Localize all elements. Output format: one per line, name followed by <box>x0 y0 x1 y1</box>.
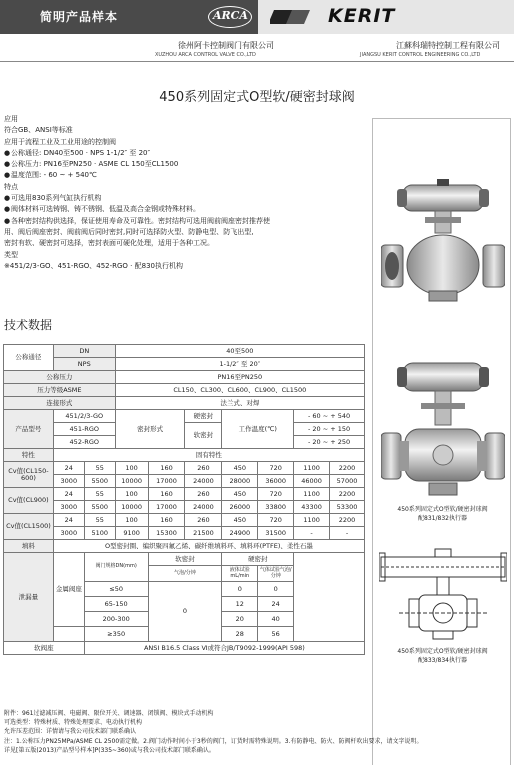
cv-cell: 720 <box>258 462 294 475</box>
footer-note-line: 允许压差范围：详情请与我公司技术部门联系确认 <box>4 728 137 736</box>
catalog-title: 简明产品样本 <box>40 10 119 24</box>
cv-cell: 28000 <box>222 475 258 488</box>
cv-cell: 53300 <box>330 501 365 514</box>
temp-value: - 60 ~ + 540 <box>294 410 365 423</box>
temp-label: 工作温度(℃) <box>222 410 294 449</box>
cv-cell: 24000 <box>185 475 222 488</box>
cv-cell: 1100 <box>294 514 330 527</box>
cv-cell: 450 <box>222 514 258 527</box>
arca-logo <box>207 5 253 29</box>
model-label: 产品型号 <box>4 410 54 449</box>
cv-cell: 450 <box>222 488 258 501</box>
cv-cell: 160 <box>148 488 185 501</box>
model-cell: 451/2/3-GO <box>53 410 115 423</box>
soft-seal-header: 软密封 <box>148 553 222 566</box>
connection-label: 连接形式 <box>4 397 116 410</box>
cv-cell: 15300 <box>148 527 185 540</box>
spec-table <box>3 344 365 655</box>
cv-cell: 5500 <box>84 475 115 488</box>
soft-seat-value: ANSI B16.5 Class Ⅵ或符合JB/T9092-1999(API 598) <box>84 642 364 655</box>
gas-header: 气体试验气泡/分钟 <box>258 566 294 582</box>
cv-cell: 1100 <box>294 488 330 501</box>
cv-cell: 10000 <box>115 475 148 488</box>
hard-seal-header: 硬密封 <box>222 553 294 566</box>
ball-valve-actuator-image-2 <box>381 359 505 499</box>
seal-type-cell: 硬密封 <box>185 410 222 423</box>
cv-cell: 100 <box>115 462 148 475</box>
leak-gas-cell: 56 <box>258 627 294 642</box>
bullet-icon: ● <box>4 171 11 180</box>
cv-cell: 260 <box>185 462 222 475</box>
bullet-icon: ● <box>4 205 11 214</box>
nps-value: 1-1/2″ 至 20″ <box>115 358 364 371</box>
cv-cell: 36000 <box>258 475 294 488</box>
cv-cell: 2200 <box>330 462 365 475</box>
feature-line: ※451/2/3-GO、451-RGO、452-RGO · 配830执行机构 <box>4 261 183 270</box>
cv-label: Cv值(CL1500) <box>4 514 54 540</box>
cv-cell: 160 <box>148 514 185 527</box>
cv-cell: 5100 <box>84 527 115 540</box>
feature-line: ●可选用830系列气缸执行机构 <box>4 193 366 204</box>
cv-cell: 3000 <box>53 501 84 514</box>
leak-liquid-cell: 28 <box>222 627 258 642</box>
leak-gas-cell: 40 <box>258 612 294 627</box>
feature-line: 特点 <box>4 182 18 191</box>
leak-liquid-cell: 12 <box>222 597 258 612</box>
model-cell: 451-RGO <box>53 423 115 436</box>
cv-cell: 5500 <box>84 501 115 514</box>
leak-dn-cell: 65-150 <box>84 597 148 612</box>
nps-label: NPS <box>53 358 115 371</box>
asme-value: CL150、CL300、CL600、CL900、CL1500 <box>115 384 364 397</box>
cv-label: Cv值(CL150-600) <box>4 462 54 488</box>
cv-cell: 100 <box>115 514 148 527</box>
cv-cell: 2200 <box>330 488 365 501</box>
feature-line: 密封有软、硬密封可选择，密封表面可硬化处理，适用于各种工况。 <box>4 239 214 248</box>
kerit-logo: KERIT <box>328 5 396 27</box>
cv-cell: 55 <box>84 462 115 475</box>
cv-cell: 260 <box>185 488 222 501</box>
cv-cell: 260 <box>185 514 222 527</box>
cv-label: Cv值(CL900) <box>4 488 54 514</box>
pn-value: PN16至PN250 <box>115 371 364 384</box>
cv-cell: 55 <box>84 488 115 501</box>
cv-cell: - <box>330 527 365 540</box>
feature-line: 应用 <box>4 115 18 123</box>
cv-cell: 17000 <box>148 475 185 488</box>
temp-value: - 20 ~ + 150 <box>294 423 365 436</box>
cv-cell: 720 <box>258 488 294 501</box>
company-right-cn: 江蘇科瑞特控制工程有限公司 <box>396 41 500 50</box>
leak-dn-cell: 200-300 <box>84 612 148 627</box>
arca-logo-text: ARCA <box>213 9 248 22</box>
cv-cell: 21500 <box>185 527 222 540</box>
cv-cell: 46000 <box>294 475 330 488</box>
cv-cell: 10000 <box>115 501 148 514</box>
cv-cell: - <box>294 527 330 540</box>
liquid-header: 液体试验mL/min <box>222 566 258 582</box>
leakage-label: 泄漏量 <box>4 553 54 642</box>
cv-cell: 450 <box>222 462 258 475</box>
header-left-band <box>0 0 258 34</box>
seal-type-cell: 软密封 <box>185 423 222 449</box>
footer-notes <box>4 709 509 755</box>
bullet-icon: ● <box>4 194 11 203</box>
cv-cell: 57000 <box>330 475 365 488</box>
cv-cell: 43300 <box>294 501 330 514</box>
company-left-en: XUZHOU ARCA CONTROL VALVE CO.,LTD <box>155 52 256 58</box>
feature-line: 类型 <box>4 250 18 259</box>
feature-line: ●公称压力: PN16至PN250 · ASME CL 150至CL1500 <box>4 159 366 170</box>
image-caption-1: 450系列固定式O型软/硬密封球阀 配831/832执行器 <box>397 506 488 522</box>
cv-cell: 3000 <box>53 527 84 540</box>
footer-note-line: 附件：961过滤减压阀、电磁阀、限位开关、调速器、闭锁阀、模块式手动机构 <box>4 710 214 717</box>
company-right-en: JIANGSU KERIT CONTROL ENGINEERING CO.,LTD <box>360 52 481 58</box>
asme-label: 压力等级ASME <box>4 384 116 397</box>
leak-liquid-cell: 20 <box>222 612 258 627</box>
feature-line: ●阀体材料可选铸钢、铸不锈钢、低温及高合金钢或特殊材料。 <box>4 204 366 215</box>
feature-line: 用、阀后阀座密封、阀前阀后同时密封,同时可选择防火型、防静电型、防飞出型, <box>4 227 254 236</box>
pn-label: 公称压力 <box>4 371 116 384</box>
feature-line: ●各种密封结构供选择，保证使用寿命及可靠性。密封结构可选用阀前阀座密封推荐使 <box>4 216 366 227</box>
header-divider <box>0 61 514 62</box>
valve-line-drawing-image <box>379 547 507 641</box>
header-right-band <box>258 0 514 34</box>
packing-value: O型密封圈、编织聚四氟乙烯、碳纤维填料环、填料环(PTFE)、柔性石墨 <box>53 540 364 553</box>
dn-mm-header: 阀门规格DN(mm) <box>84 553 148 582</box>
cv-cell: 24 <box>53 488 84 501</box>
cv-cell: 1100 <box>294 462 330 475</box>
soft-seat-label: 软阀座 <box>4 642 85 655</box>
feature-line: ●公称通径: DN40至500 · NPS 1-1/2″ 至 20″ <box>4 148 366 159</box>
characteristic-label: 特性 <box>4 449 54 462</box>
cv-cell: 31500 <box>258 527 294 540</box>
leak-liquid-cell: 0 <box>222 582 258 597</box>
leak-soft-value: 0 <box>148 582 222 642</box>
company-left-cn: 徐州阿卡控制阀门有限公司 <box>178 41 274 50</box>
footer-note-line: 详见[第五版(2013)产品型号样本]P(335~360)或与我公司技术部门联系确认。 <box>4 746 215 754</box>
cv-cell: 3000 <box>53 475 84 488</box>
connection-value: 法兰式、对焊 <box>115 397 364 410</box>
feature-line: 符合GB、ANSI等标准 <box>4 126 73 135</box>
cv-cell: 24 <box>53 514 84 527</box>
leak-gas-cell: 0 <box>258 582 294 597</box>
cv-cell: 24000 <box>185 501 222 514</box>
seal-form-label: 密封形式 <box>115 410 185 449</box>
footer-note-line: 可选类型：特殊材质、特殊处理要求、电动执行机构 <box>4 719 143 727</box>
bullet-icon: ● <box>4 216 11 225</box>
leak-dn-cell: ≤50 <box>84 582 148 597</box>
cv-cell: 33800 <box>258 501 294 514</box>
feature-line: ●温度范围: - 60 ~ + 540℃ <box>4 170 366 181</box>
leak-dn-cell: ≥350 <box>84 627 148 642</box>
cv-cell: 17000 <box>148 501 185 514</box>
metal-seat-label: 金属阀座 <box>53 553 84 627</box>
temp-value: - 20 ~ + 250 <box>294 436 365 449</box>
kerit-logo-mark-icon <box>270 8 310 26</box>
cv-cell: 720 <box>258 514 294 527</box>
bullet-icon: ● <box>4 160 11 169</box>
ball-valve-actuator-image-1 <box>381 179 505 307</box>
dn-group-label: 公称通径 <box>4 345 54 371</box>
bullet-icon: ● <box>4 148 11 157</box>
cv-cell: 100 <box>115 488 148 501</box>
footer-note-line: 注：1.公称压力PN25MPa/ASME CL 2500需定做。2.阀门动作时间小于3秒的阀门，订货时需特殊说明。3.有防静电、防火、防阀杆吹出要求，请文字说明。 <box>4 737 423 745</box>
cv-cell: 24900 <box>222 527 258 540</box>
image-caption-2: 450系列固定式O型软/硬密封球阀 配833/834执行器 <box>397 648 488 664</box>
packing-label: 填料 <box>4 540 54 553</box>
leak-gas-cell: 24 <box>258 597 294 612</box>
cv-cell: 26000 <box>222 501 258 514</box>
feature-list <box>4 114 366 272</box>
document-title: 450系列固定式O型软/硬密封球阀 <box>159 90 355 105</box>
cv-cell: 9100 <box>115 527 148 540</box>
cv-cell: 55 <box>84 514 115 527</box>
bubble-header: 气泡/分钟 <box>148 566 222 582</box>
dn-label: DN <box>53 345 115 358</box>
product-image-column <box>372 118 511 765</box>
dn-value: 40至500 <box>115 345 364 358</box>
model-cell: 452-RGO <box>53 436 115 449</box>
cv-cell: 24 <box>53 462 84 475</box>
cv-cell: 160 <box>148 462 185 475</box>
characteristic-value: 固有特性 <box>53 449 364 462</box>
feature-line: 应用于流程工业及工业用途的控制阀 <box>4 137 116 146</box>
section-title: 技术数据 <box>4 318 53 332</box>
cv-cell: 2200 <box>330 514 365 527</box>
